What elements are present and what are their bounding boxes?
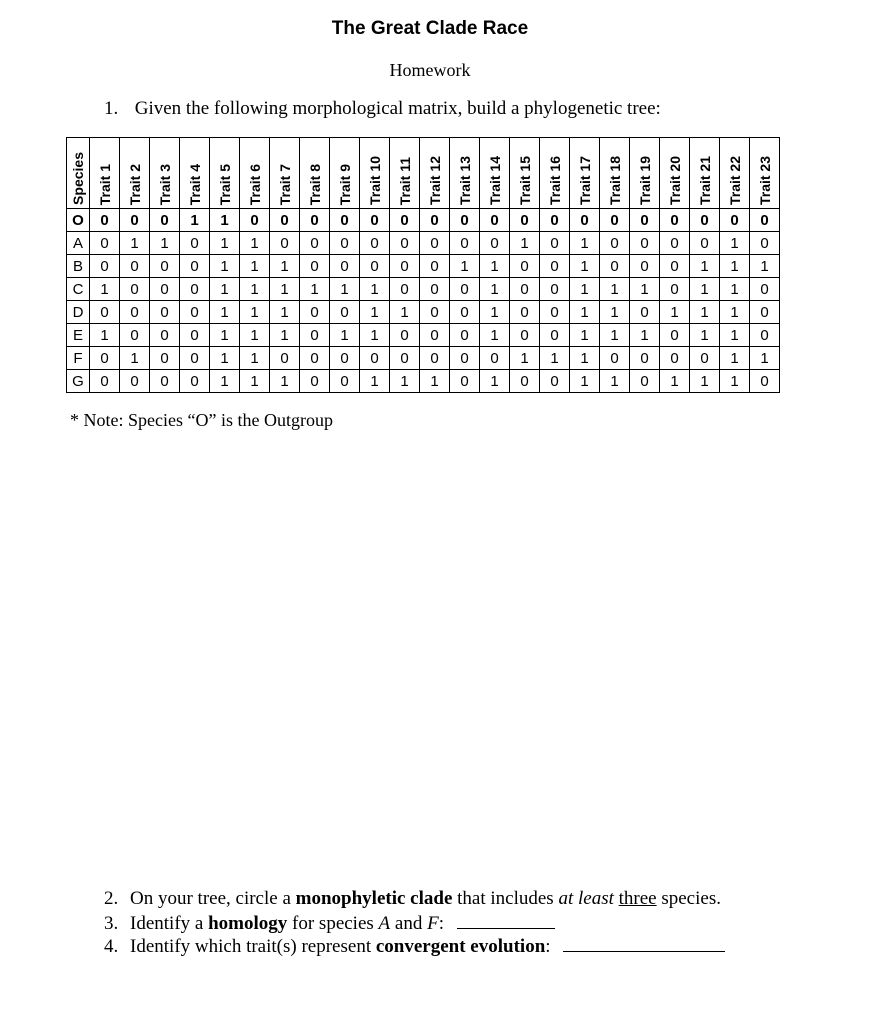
species-label: C — [67, 278, 90, 301]
question-4: 4. Identify which trait(s) represent convergent evolution: — [104, 935, 725, 959]
trait-value-cell: 1 — [720, 324, 750, 347]
trait-value-cell: 0 — [480, 232, 510, 255]
trait-value-cell: 1 — [600, 370, 630, 393]
trait-value-cell: 1 — [720, 255, 750, 278]
trait-value-cell: 0 — [180, 324, 210, 347]
trait-value-cell: 1 — [150, 232, 180, 255]
trait-value-cell: 1 — [330, 278, 360, 301]
trait-value-cell: 1 — [720, 301, 750, 324]
trait-value-cell: 1 — [360, 324, 390, 347]
trait-value-cell: 0 — [420, 255, 450, 278]
species-label: E — [67, 324, 90, 347]
question-number: 1. — [104, 98, 119, 119]
trait-value-cell: 1 — [180, 209, 210, 232]
trait-value-cell: 0 — [270, 209, 300, 232]
species-row — [67, 278, 780, 301]
trait-value-cell: 0 — [120, 301, 150, 324]
trait-column-header: Trait 11 — [390, 138, 420, 209]
trait-value-cell: 0 — [630, 370, 660, 393]
trait-value-cell: 1 — [480, 278, 510, 301]
trait-value-cell: 0 — [420, 301, 450, 324]
trait-value-cell: 1 — [270, 324, 300, 347]
trait-column-header: Trait 19 — [630, 138, 660, 209]
trait-value-cell: 0 — [510, 301, 540, 324]
trait-value-cell: 1 — [90, 324, 120, 347]
trait-value-cell: 0 — [720, 209, 750, 232]
trait-value-cell: 0 — [420, 209, 450, 232]
species-row — [67, 370, 780, 393]
trait-value-cell: 0 — [390, 209, 420, 232]
trait-value-cell: 0 — [330, 209, 360, 232]
trait-value-cell: 0 — [570, 209, 600, 232]
trait-value-cell: 0 — [450, 232, 480, 255]
species-row — [67, 301, 780, 324]
trait-value-cell: 0 — [330, 255, 360, 278]
trait-column-header: Trait 3 — [150, 138, 180, 209]
trait-value-cell: 1 — [390, 301, 420, 324]
trait-column-header: Trait 18 — [600, 138, 630, 209]
trait-value-cell: 0 — [180, 232, 210, 255]
trait-value-cell: 0 — [330, 301, 360, 324]
trait-value-cell: 0 — [150, 370, 180, 393]
trait-value-cell: 0 — [180, 301, 210, 324]
trait-value-cell: 0 — [360, 232, 390, 255]
question-text: Given the following morphological matrix, build a phylogenetic tree: — [134, 98, 661, 119]
trait-value-cell: 0 — [330, 370, 360, 393]
trait-value-cell: 1 — [210, 209, 240, 232]
trait-value-cell: 0 — [510, 209, 540, 232]
matrix-body — [67, 209, 780, 393]
trait-value-cell: 0 — [630, 209, 660, 232]
species-row — [67, 232, 780, 255]
trait-value-cell: 1 — [270, 301, 300, 324]
trait-value-cell: 0 — [150, 324, 180, 347]
species-label: B — [67, 255, 90, 278]
trait-value-cell: 1 — [690, 324, 720, 347]
trait-value-cell: 1 — [210, 324, 240, 347]
trait-value-cell: 0 — [540, 324, 570, 347]
page-subtitle: Homework — [389, 60, 471, 80]
question-1 — [104, 98, 661, 120]
trait-value-cell: 1 — [570, 347, 600, 370]
trait-value-cell: 0 — [300, 347, 330, 370]
trait-value-cell: 1 — [630, 278, 660, 301]
trait-value-cell: 0 — [150, 255, 180, 278]
trait-value-cell: 0 — [600, 209, 630, 232]
trait-value-cell: 1 — [510, 232, 540, 255]
trait-value-cell: 1 — [240, 370, 270, 393]
trait-column-header: Trait 14 — [480, 138, 510, 209]
trait-value-cell: 0 — [270, 347, 300, 370]
trait-value-cell: 1 — [210, 370, 240, 393]
trait-value-cell: 1 — [210, 278, 240, 301]
trait-value-cell: 0 — [390, 278, 420, 301]
trait-value-cell: 0 — [180, 347, 210, 370]
trait-value-cell: 0 — [540, 209, 570, 232]
trait-column-header: Trait 20 — [660, 138, 690, 209]
trait-value-cell: 1 — [240, 232, 270, 255]
trait-value-cell: 0 — [510, 324, 540, 347]
trait-value-cell: 0 — [390, 347, 420, 370]
trait-value-cell: 1 — [660, 301, 690, 324]
trait-value-cell: 1 — [660, 370, 690, 393]
trait-value-cell: 0 — [180, 255, 210, 278]
trait-value-cell: 1 — [720, 232, 750, 255]
convergent-evolution-answer-blank[interactable] — [563, 935, 725, 952]
trait-value-cell: 0 — [630, 301, 660, 324]
trait-value-cell: 0 — [390, 255, 420, 278]
trait-value-cell: 0 — [420, 232, 450, 255]
trait-value-cell: 0 — [120, 278, 150, 301]
trait-value-cell: 0 — [750, 370, 780, 393]
trait-value-cell: 0 — [300, 232, 330, 255]
trait-value-cell: 0 — [750, 209, 780, 232]
trait-value-cell: 0 — [690, 232, 720, 255]
trait-value-cell: 1 — [720, 278, 750, 301]
trait-value-cell: 1 — [690, 301, 720, 324]
trait-value-cell: 1 — [210, 301, 240, 324]
trait-value-cell: 0 — [450, 324, 480, 347]
trait-value-cell: 0 — [630, 232, 660, 255]
species-row — [67, 324, 780, 347]
trait-column-header: Trait 16 — [540, 138, 570, 209]
species-label: O — [67, 209, 90, 232]
trait-value-cell: 0 — [150, 301, 180, 324]
trait-value-cell: 1 — [270, 278, 300, 301]
trait-value-cell: 0 — [660, 232, 690, 255]
species-row — [67, 255, 780, 278]
trait-column-header: Trait 17 — [570, 138, 600, 209]
trait-value-cell: 0 — [120, 209, 150, 232]
trait-value-cell: 1 — [720, 370, 750, 393]
trait-column-header: Trait 13 — [450, 138, 480, 209]
trait-value-cell: 1 — [210, 255, 240, 278]
trait-value-cell: 0 — [630, 347, 660, 370]
homology-answer-blank[interactable] — [457, 912, 555, 929]
outgroup-note: * Note: Species “O” is the Outgroup — [70, 410, 333, 430]
trait-value-cell: 0 — [180, 370, 210, 393]
trait-value-cell: 0 — [300, 324, 330, 347]
trait-value-cell: 0 — [510, 370, 540, 393]
trait-value-cell: 1 — [240, 347, 270, 370]
trait-value-cell: 0 — [300, 255, 330, 278]
trait-column-header: Trait 12 — [420, 138, 450, 209]
trait-value-cell: 1 — [360, 301, 390, 324]
species-row — [67, 209, 780, 232]
trait-value-cell: 1 — [570, 278, 600, 301]
trait-value-cell: 1 — [210, 347, 240, 370]
trait-value-cell: 1 — [600, 301, 630, 324]
trait-column-header: Trait 23 — [750, 138, 780, 209]
trait-value-cell: 1 — [330, 324, 360, 347]
trait-value-cell: 1 — [90, 278, 120, 301]
trait-value-cell: 0 — [480, 347, 510, 370]
trait-value-cell: 1 — [480, 255, 510, 278]
trait-value-cell: 0 — [540, 301, 570, 324]
trait-value-cell: 1 — [120, 232, 150, 255]
trait-value-cell: 0 — [450, 347, 480, 370]
trait-value-cell: 1 — [360, 370, 390, 393]
trait-value-cell: 1 — [480, 324, 510, 347]
trait-column-header: Trait 2 — [120, 138, 150, 209]
trait-value-cell: 0 — [150, 209, 180, 232]
species-label: D — [67, 301, 90, 324]
trait-value-cell: 0 — [90, 301, 120, 324]
trait-column-header: Trait 5 — [210, 138, 240, 209]
trait-value-cell: 1 — [570, 255, 600, 278]
trait-value-cell: 1 — [570, 301, 600, 324]
trait-value-cell: 0 — [360, 347, 390, 370]
trait-value-cell: 0 — [420, 324, 450, 347]
trait-value-cell: 1 — [120, 347, 150, 370]
matrix-header-row — [67, 138, 780, 209]
trait-value-cell: 0 — [540, 370, 570, 393]
question-number: 2. — [104, 888, 119, 909]
species-label: F — [67, 347, 90, 370]
trait-value-cell: 0 — [120, 370, 150, 393]
trait-value-cell: 1 — [240, 324, 270, 347]
trait-value-cell: 0 — [660, 324, 690, 347]
trait-value-cell: 1 — [570, 370, 600, 393]
trait-value-cell: 0 — [660, 209, 690, 232]
trait-value-cell: 0 — [150, 347, 180, 370]
trait-value-cell: 0 — [660, 255, 690, 278]
trait-value-cell: 1 — [390, 370, 420, 393]
trait-value-cell: 1 — [510, 347, 540, 370]
trait-value-cell: 0 — [750, 232, 780, 255]
trait-value-cell: 0 — [480, 209, 510, 232]
question-number: 3. — [104, 912, 119, 934]
trait-value-cell: 0 — [660, 278, 690, 301]
trait-value-cell: 1 — [720, 347, 750, 370]
trait-column-header: Trait 1 — [90, 138, 120, 209]
trait-value-cell: 1 — [420, 370, 450, 393]
trait-value-cell: 1 — [480, 301, 510, 324]
trait-value-cell: 1 — [300, 278, 330, 301]
trait-value-cell: 0 — [420, 347, 450, 370]
trait-value-cell: 0 — [600, 232, 630, 255]
trait-value-cell: 0 — [90, 347, 120, 370]
trait-value-cell: 1 — [270, 255, 300, 278]
trait-value-cell: 0 — [690, 347, 720, 370]
morphological-matrix-table — [66, 137, 780, 393]
trait-value-cell: 1 — [690, 370, 720, 393]
trait-value-cell: 0 — [360, 209, 390, 232]
trait-value-cell: 0 — [300, 301, 330, 324]
trait-column-header: Trait 4 — [180, 138, 210, 209]
trait-value-cell: 1 — [270, 370, 300, 393]
trait-value-cell: 0 — [90, 255, 120, 278]
trait-value-cell: 1 — [690, 278, 720, 301]
trait-value-cell: 1 — [360, 278, 390, 301]
trait-value-cell: 1 — [750, 255, 780, 278]
trait-value-cell: 0 — [150, 278, 180, 301]
trait-column-header: Trait 15 — [510, 138, 540, 209]
trait-value-cell: 0 — [420, 278, 450, 301]
trait-value-cell: 0 — [750, 324, 780, 347]
trait-value-cell: 0 — [120, 255, 150, 278]
trait-value-cell: 0 — [120, 324, 150, 347]
trait-value-cell: 1 — [540, 347, 570, 370]
trait-value-cell: 0 — [90, 209, 120, 232]
trait-value-cell: 0 — [540, 232, 570, 255]
trait-column-header: Trait 21 — [690, 138, 720, 209]
trait-value-cell: 0 — [540, 278, 570, 301]
trait-value-cell: 1 — [240, 301, 270, 324]
trait-value-cell: 1 — [450, 255, 480, 278]
trait-value-cell: 0 — [360, 255, 390, 278]
trait-value-cell: 1 — [480, 370, 510, 393]
trait-value-cell: 0 — [600, 347, 630, 370]
trait-value-cell: 0 — [450, 301, 480, 324]
trait-column-header: Trait 8 — [300, 138, 330, 209]
trait-value-cell: 0 — [270, 232, 300, 255]
trait-value-cell: 0 — [90, 232, 120, 255]
trait-value-cell: 1 — [210, 232, 240, 255]
trait-value-cell: 0 — [330, 347, 360, 370]
questions-list — [104, 888, 725, 959]
trait-value-cell: 0 — [300, 370, 330, 393]
trait-value-cell: 0 — [510, 255, 540, 278]
trait-value-cell: 0 — [240, 209, 270, 232]
trait-value-cell: 0 — [90, 370, 120, 393]
trait-column-header: Trait 7 — [270, 138, 300, 209]
trait-column-header: Trait 6 — [240, 138, 270, 209]
trait-value-cell: 1 — [240, 255, 270, 278]
trait-value-cell: 0 — [450, 278, 480, 301]
species-row — [67, 347, 780, 370]
trait-value-cell: 0 — [690, 209, 720, 232]
trait-value-cell: 0 — [330, 232, 360, 255]
question-2: 2. On your tree, circle a monophyletic clade that includes at least three species. — [104, 888, 721, 909]
trait-value-cell: 1 — [240, 278, 270, 301]
trait-column-header: Trait 10 — [360, 138, 390, 209]
trait-value-cell: 0 — [600, 255, 630, 278]
trait-column-header: Trait 9 — [330, 138, 360, 209]
page-title: The Great Clade Race — [331, 18, 529, 39]
species-label: A — [67, 232, 90, 255]
trait-value-cell: 0 — [300, 209, 330, 232]
trait-value-cell: 1 — [570, 324, 600, 347]
trait-column-header: Trait 22 — [720, 138, 750, 209]
trait-value-cell: 0 — [540, 255, 570, 278]
trait-value-cell: 1 — [570, 232, 600, 255]
trait-value-cell: 0 — [750, 301, 780, 324]
trait-value-cell: 1 — [600, 278, 630, 301]
trait-value-cell: 1 — [630, 324, 660, 347]
trait-value-cell: 0 — [660, 347, 690, 370]
question-number: 4. — [104, 936, 119, 957]
trait-value-cell: 0 — [510, 278, 540, 301]
trait-value-cell: 0 — [750, 278, 780, 301]
species-column-header: Species — [67, 138, 90, 209]
question-3: 3. Identify a homology for species A and F: — [104, 912, 725, 936]
trait-value-cell: 0 — [180, 278, 210, 301]
trait-value-cell: 1 — [600, 324, 630, 347]
species-label: G — [67, 370, 90, 393]
trait-value-cell: 0 — [450, 209, 480, 232]
trait-value-cell: 0 — [450, 370, 480, 393]
trait-value-cell: 0 — [630, 255, 660, 278]
trait-value-cell: 1 — [690, 255, 720, 278]
trait-value-cell: 0 — [390, 324, 420, 347]
trait-value-cell: 0 — [390, 232, 420, 255]
trait-value-cell: 1 — [750, 347, 780, 370]
